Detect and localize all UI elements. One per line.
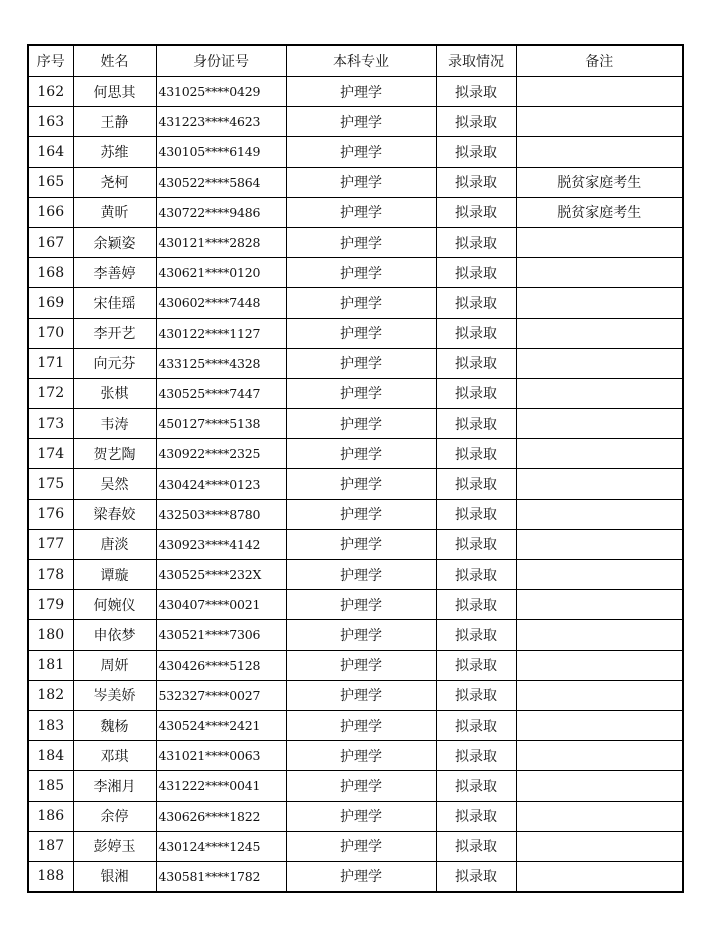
cell-admission-status: 拟录取	[436, 378, 516, 408]
cell-id-number: 430525****232X	[156, 560, 286, 590]
cell-id-number: 430124****1245	[156, 831, 286, 861]
cell-id-number: 430621****0120	[156, 258, 286, 288]
cell-name: 苏维	[73, 137, 156, 167]
cell-name: 周妍	[73, 650, 156, 680]
cell-admission-status: 拟录取	[436, 680, 516, 710]
table-row	[28, 741, 683, 771]
cell-id-number: 430426****5128	[156, 650, 286, 680]
cell-id-number: 430105****6149	[156, 137, 286, 167]
header-name: 姓名	[73, 45, 156, 77]
cell-major: 护理学	[286, 680, 436, 710]
cell-remarks	[516, 227, 683, 257]
cell-major: 护理学	[286, 227, 436, 257]
table-row	[28, 801, 683, 831]
cell-name: 贺艺陶	[73, 439, 156, 469]
cell-major: 护理学	[286, 861, 436, 892]
table-row	[28, 469, 683, 499]
table-row	[28, 831, 683, 861]
cell-serial: 171	[28, 348, 73, 378]
cell-id-number: 430626****1822	[156, 801, 286, 831]
cell-serial: 162	[28, 77, 73, 107]
table-row	[28, 680, 683, 710]
cell-id-number: 431021****0063	[156, 741, 286, 771]
cell-serial: 172	[28, 378, 73, 408]
cell-admission-status: 拟录取	[436, 227, 516, 257]
cell-admission-status: 拟录取	[436, 560, 516, 590]
cell-remarks	[516, 529, 683, 559]
cell-id-number: 430922****2325	[156, 439, 286, 469]
cell-admission-status: 拟录取	[436, 439, 516, 469]
cell-name: 尧柯	[73, 167, 156, 197]
cell-major: 护理学	[286, 499, 436, 529]
cell-major: 护理学	[286, 801, 436, 831]
table-row	[28, 258, 683, 288]
cell-admission-status: 拟录取	[436, 137, 516, 167]
cell-remarks	[516, 801, 683, 831]
header-remarks: 备注	[516, 45, 683, 77]
cell-id-number: 532327****0027	[156, 680, 286, 710]
cell-serial: 179	[28, 590, 73, 620]
table-row	[28, 861, 683, 892]
cell-serial: 170	[28, 318, 73, 348]
cell-serial: 188	[28, 861, 73, 892]
cell-admission-status: 拟录取	[436, 771, 516, 801]
table-row	[28, 77, 683, 107]
cell-name: 魏杨	[73, 710, 156, 740]
table-row	[28, 167, 683, 197]
table-row	[28, 107, 683, 137]
cell-admission-status: 拟录取	[436, 620, 516, 650]
table-row	[28, 439, 683, 469]
cell-serial: 177	[28, 529, 73, 559]
cell-remarks	[516, 77, 683, 107]
table-row	[28, 560, 683, 590]
cell-id-number: 430525****7447	[156, 378, 286, 408]
cell-admission-status: 拟录取	[436, 318, 516, 348]
cell-major: 护理学	[286, 741, 436, 771]
cell-remarks	[516, 137, 683, 167]
cell-name: 李开艺	[73, 318, 156, 348]
cell-name: 梁春姣	[73, 499, 156, 529]
table-row	[28, 137, 683, 167]
header-row	[28, 45, 683, 77]
cell-id-number: 430524****2421	[156, 710, 286, 740]
cell-admission-status: 拟录取	[436, 801, 516, 831]
cell-name: 申依梦	[73, 620, 156, 650]
cell-major: 护理学	[286, 77, 436, 107]
cell-id-number: 430722****9486	[156, 197, 286, 227]
cell-admission-status: 拟录取	[436, 107, 516, 137]
cell-remarks	[516, 107, 683, 137]
cell-serial: 178	[28, 560, 73, 590]
table-row	[28, 710, 683, 740]
cell-remarks	[516, 409, 683, 439]
table-row	[28, 771, 683, 801]
cell-name: 王静	[73, 107, 156, 137]
cell-id-number: 431223****4623	[156, 107, 286, 137]
cell-major: 护理学	[286, 560, 436, 590]
cell-name: 银湘	[73, 861, 156, 892]
cell-admission-status: 拟录取	[436, 409, 516, 439]
cell-major: 护理学	[286, 831, 436, 861]
cell-serial: 168	[28, 258, 73, 288]
table-row	[28, 197, 683, 227]
cell-remarks	[516, 741, 683, 771]
cell-major: 护理学	[286, 197, 436, 227]
cell-id-number: 430407****0021	[156, 590, 286, 620]
cell-remarks: 脱贫家庭考生	[516, 167, 683, 197]
cell-remarks: 脱贫家庭考生	[516, 197, 683, 227]
cell-major: 护理学	[286, 378, 436, 408]
cell-serial: 186	[28, 801, 73, 831]
cell-admission-status: 拟录取	[436, 590, 516, 620]
cell-serial: 185	[28, 771, 73, 801]
cell-serial: 163	[28, 107, 73, 137]
cell-remarks	[516, 469, 683, 499]
cell-serial: 180	[28, 620, 73, 650]
cell-admission-status: 拟录取	[436, 469, 516, 499]
cell-name: 黄昕	[73, 197, 156, 227]
cell-admission-status: 拟录取	[436, 529, 516, 559]
cell-id-number: 430122****1127	[156, 318, 286, 348]
cell-remarks	[516, 771, 683, 801]
cell-serial: 182	[28, 680, 73, 710]
cell-id-number: 431025****0429	[156, 77, 286, 107]
cell-name: 李善婷	[73, 258, 156, 288]
cell-major: 护理学	[286, 439, 436, 469]
cell-id-number: 430923****4142	[156, 529, 286, 559]
cell-serial: 173	[28, 409, 73, 439]
cell-major: 护理学	[286, 167, 436, 197]
header-serial: 序号	[28, 45, 73, 77]
cell-id-number: 430581****1782	[156, 861, 286, 892]
cell-admission-status: 拟录取	[436, 167, 516, 197]
cell-name: 岑美娇	[73, 680, 156, 710]
cell-id-number: 430522****5864	[156, 167, 286, 197]
cell-major: 护理学	[286, 620, 436, 650]
cell-major: 护理学	[286, 469, 436, 499]
table-row	[28, 318, 683, 348]
cell-remarks	[516, 258, 683, 288]
cell-admission-status: 拟录取	[436, 831, 516, 861]
cell-major: 护理学	[286, 771, 436, 801]
table-body	[28, 77, 683, 893]
cell-name: 吴然	[73, 469, 156, 499]
cell-name: 宋佳瑶	[73, 288, 156, 318]
cell-serial: 187	[28, 831, 73, 861]
cell-serial: 176	[28, 499, 73, 529]
cell-serial: 164	[28, 137, 73, 167]
cell-name: 何婉仪	[73, 590, 156, 620]
table-header	[28, 45, 683, 77]
cell-remarks	[516, 710, 683, 740]
cell-id-number: 430424****0123	[156, 469, 286, 499]
cell-id-number: 450127****5138	[156, 409, 286, 439]
cell-name: 李湘月	[73, 771, 156, 801]
cell-major: 护理学	[286, 710, 436, 740]
cell-remarks	[516, 318, 683, 348]
table-row	[28, 378, 683, 408]
cell-id-number: 430121****2828	[156, 227, 286, 257]
cell-id-number: 433125****4328	[156, 348, 286, 378]
table-row	[28, 348, 683, 378]
cell-remarks	[516, 620, 683, 650]
cell-serial: 181	[28, 650, 73, 680]
cell-remarks	[516, 439, 683, 469]
cell-serial: 169	[28, 288, 73, 318]
cell-name: 邓琪	[73, 741, 156, 771]
cell-admission-status: 拟录取	[436, 197, 516, 227]
cell-name: 彭婷玉	[73, 831, 156, 861]
header-major: 本科专业	[286, 45, 436, 77]
cell-major: 护理学	[286, 529, 436, 559]
cell-remarks	[516, 378, 683, 408]
cell-name: 韦涛	[73, 409, 156, 439]
cell-name: 何思其	[73, 77, 156, 107]
cell-admission-status: 拟录取	[436, 650, 516, 680]
cell-serial: 167	[28, 227, 73, 257]
cell-remarks	[516, 560, 683, 590]
table-row	[28, 620, 683, 650]
cell-id-number: 432503****8780	[156, 499, 286, 529]
cell-major: 护理学	[286, 409, 436, 439]
cell-serial: 165	[28, 167, 73, 197]
cell-admission-status: 拟录取	[436, 499, 516, 529]
cell-id-number: 430521****7306	[156, 620, 286, 650]
table-row	[28, 227, 683, 257]
admission-table	[27, 44, 684, 893]
cell-admission-status: 拟录取	[436, 288, 516, 318]
table-row	[28, 409, 683, 439]
cell-remarks	[516, 288, 683, 318]
table-row	[28, 590, 683, 620]
cell-id-number: 430602****7448	[156, 288, 286, 318]
cell-remarks	[516, 348, 683, 378]
header-admission-status: 录取情况	[436, 45, 516, 77]
cell-major: 护理学	[286, 288, 436, 318]
cell-major: 护理学	[286, 348, 436, 378]
cell-remarks	[516, 590, 683, 620]
table-row	[28, 529, 683, 559]
cell-admission-status: 拟录取	[436, 710, 516, 740]
cell-name: 余停	[73, 801, 156, 831]
cell-name: 张棋	[73, 378, 156, 408]
table-row	[28, 499, 683, 529]
cell-name: 向元芬	[73, 348, 156, 378]
cell-serial: 175	[28, 469, 73, 499]
cell-serial: 183	[28, 710, 73, 740]
cell-admission-status: 拟录取	[436, 258, 516, 288]
cell-major: 护理学	[286, 590, 436, 620]
cell-major: 护理学	[286, 318, 436, 348]
cell-remarks	[516, 831, 683, 861]
cell-major: 护理学	[286, 650, 436, 680]
cell-major: 护理学	[286, 107, 436, 137]
cell-serial: 184	[28, 741, 73, 771]
cell-name: 唐淡	[73, 529, 156, 559]
cell-admission-status: 拟录取	[436, 861, 516, 892]
cell-major: 护理学	[286, 137, 436, 167]
cell-admission-status: 拟录取	[436, 348, 516, 378]
cell-remarks	[516, 650, 683, 680]
table-row	[28, 288, 683, 318]
cell-admission-status: 拟录取	[436, 77, 516, 107]
cell-serial: 174	[28, 439, 73, 469]
cell-admission-status: 拟录取	[436, 741, 516, 771]
cell-serial: 166	[28, 197, 73, 227]
cell-name: 余颖姿	[73, 227, 156, 257]
header-id-number: 身份证号	[156, 45, 286, 77]
cell-remarks	[516, 861, 683, 892]
table-row	[28, 650, 683, 680]
cell-id-number: 431222****0041	[156, 771, 286, 801]
cell-remarks	[516, 499, 683, 529]
cell-major: 护理学	[286, 258, 436, 288]
cell-name: 谭璇	[73, 560, 156, 590]
cell-remarks	[516, 680, 683, 710]
